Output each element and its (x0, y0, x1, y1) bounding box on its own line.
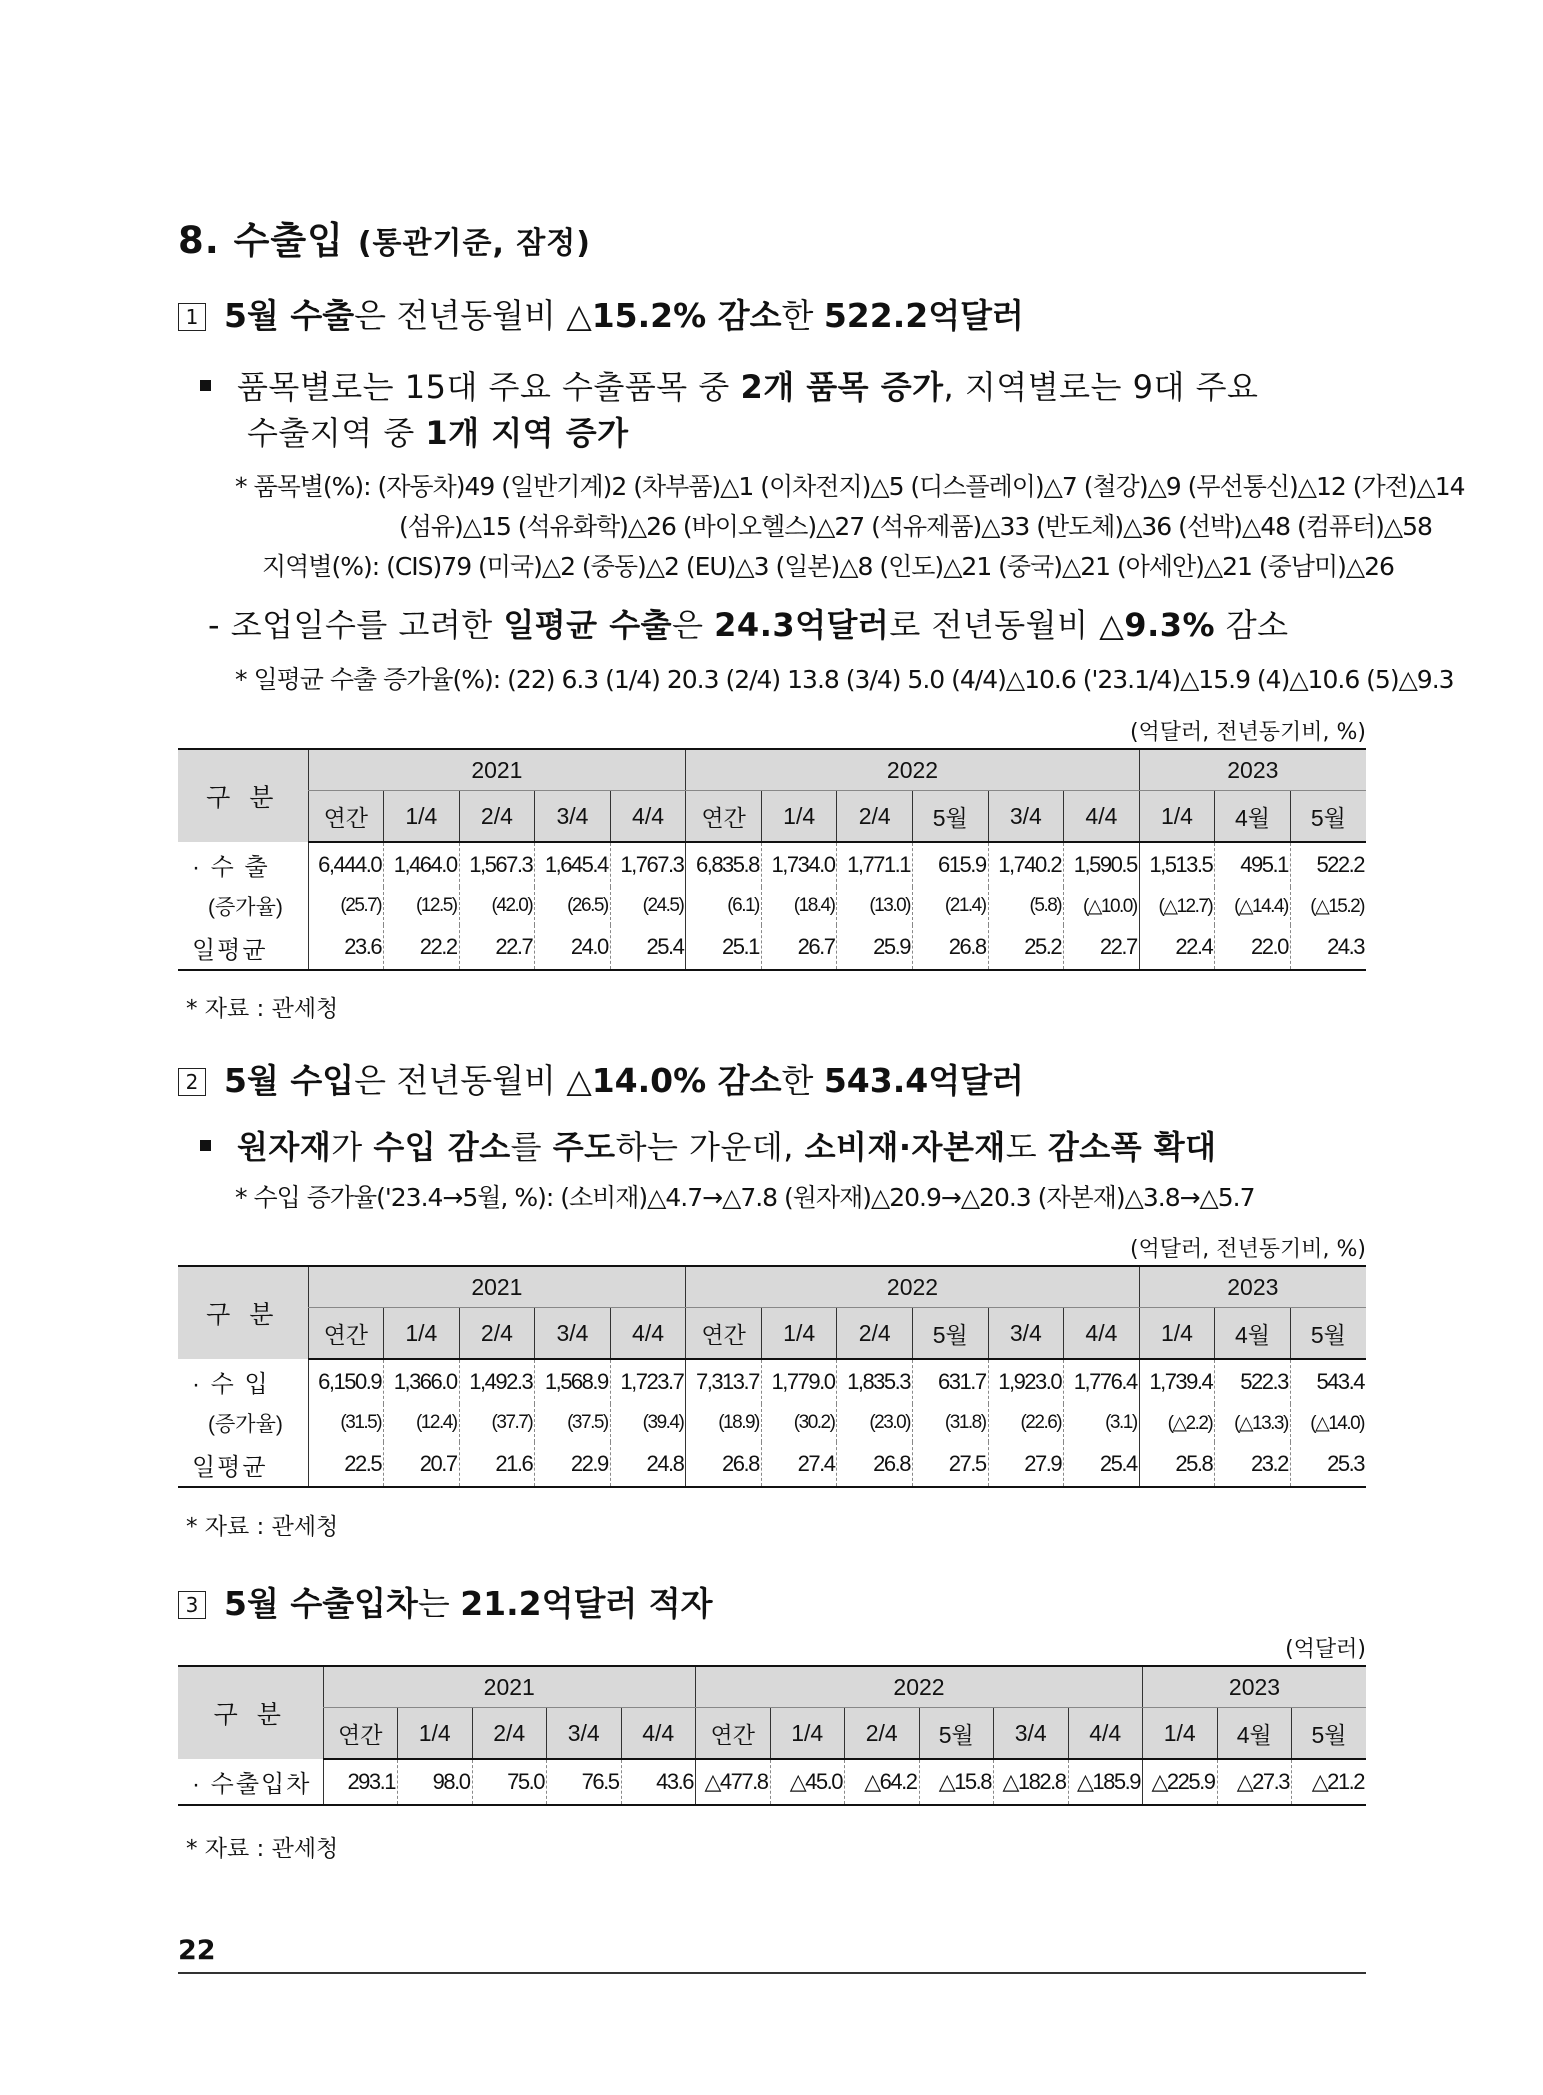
table-cell: 543.4 (1290, 1359, 1366, 1404)
section-number-box: 1 (178, 303, 206, 331)
table-cell: 25.3 (1290, 1442, 1366, 1487)
period-header: 4/4 (610, 791, 686, 843)
table-cell: 22.7 (459, 925, 535, 970)
period-header: 1/4 (398, 1708, 473, 1760)
table-cell: 1,767.3 (610, 842, 686, 887)
table-cell: 22.0 (1215, 925, 1291, 970)
period-header: 1/4 (1139, 791, 1215, 843)
table-cell: (12.4) (384, 1404, 460, 1442)
balance-heading: 3 5월 수출입차는 21.2억달러 적자 (178, 1578, 713, 1625)
table-cell: 27.5 (913, 1442, 989, 1487)
period-header: 4/4 (610, 1308, 686, 1360)
table-cell: (6.1) (686, 887, 762, 925)
row-label: · 수출입차 (178, 1759, 323, 1805)
table-cell: 631.7 (913, 1359, 989, 1404)
table-cell: (△10.0) (1064, 887, 1140, 925)
table-cell: 522.3 (1215, 1359, 1291, 1404)
table-cell: 98.0 (398, 1759, 473, 1805)
import-table (178, 1265, 1366, 1488)
table-cell: 22.2 (384, 925, 460, 970)
period-header: 5월 (913, 1308, 989, 1360)
period-header: 5월 (1290, 1308, 1366, 1360)
period-header: 1/4 (770, 1708, 845, 1760)
table-cell: (21.4) (913, 887, 989, 925)
year-header: 2023 (1139, 749, 1366, 791)
period-header: 연간 (308, 1308, 384, 1360)
period-header: 3/4 (535, 1308, 611, 1360)
table-cell: △182.8 (994, 1759, 1069, 1805)
table-row (178, 1442, 1366, 1487)
table-cell: 1,779.0 (761, 1359, 837, 1404)
year-header: 2022 (696, 1666, 1143, 1708)
table3-source: * 자료 : 관세청 (186, 1836, 339, 1862)
table-cell: 1,513.5 (1139, 842, 1215, 887)
row-label: 일평균 (178, 925, 308, 970)
table-cell: 23.6 (308, 925, 384, 970)
table-cell: 1,568.9 (535, 1359, 611, 1404)
table-cell: 27.4 (761, 1442, 837, 1487)
table-cell: 22.7 (1064, 925, 1140, 970)
table-cell: (18.4) (761, 887, 837, 925)
period-header: 3/4 (535, 791, 611, 843)
row-label: (증가율) (208, 896, 283, 919)
title-sub: (통관기준, 잠정) (357, 226, 591, 261)
row-label: · 수 입 (192, 1371, 270, 1398)
period-header: 연간 (323, 1708, 398, 1760)
square-bullet-icon (200, 380, 211, 391)
table-cell: 21.6 (459, 1442, 535, 1487)
table-cell: (△13.3) (1215, 1404, 1291, 1442)
table3-unit: (억달러) (1285, 1637, 1366, 1662)
export-heading: 1 5월 수출은 전년동월비 △15.2% 감소한 522.2억달러 (178, 290, 1024, 337)
page-number: 22 (178, 1935, 216, 1966)
table2-source: * 자료 : 관세청 (186, 1514, 339, 1540)
table-cell: 6,444.0 (308, 842, 384, 887)
row-label: (증가율) (208, 1413, 283, 1436)
row-label: 일평균 (178, 1442, 308, 1487)
table-cell: (18.9) (686, 1404, 762, 1442)
table-row (178, 887, 1366, 925)
table-cell: △64.2 (845, 1759, 920, 1805)
table-cell: 7,313.7 (686, 1359, 762, 1404)
table-cell: 1,567.3 (459, 842, 535, 887)
table-cell: △185.9 (1068, 1759, 1143, 1805)
table-cell: 25.8 (1139, 1442, 1215, 1487)
table2-unit: (억달러, 전년동기비, %) (1129, 1237, 1366, 1262)
export-bullet-cont: 수출지역 중 1개 지역 증가 (247, 414, 629, 452)
table-cell: 25.4 (1064, 1442, 1140, 1487)
table-cell: (△14.4) (1215, 887, 1291, 925)
import-heading: 2 5월 수입은 전년동월비 △14.0% 감소한 543.4억달러 (178, 1055, 1024, 1102)
period-header: 1/4 (1139, 1308, 1215, 1360)
year-header: 2022 (686, 1266, 1139, 1308)
table-cell: 26.8 (837, 1442, 913, 1487)
footer-rule (178, 1972, 1366, 1974)
period-header: 3/4 (988, 1308, 1064, 1360)
period-header: 2/4 (837, 1308, 913, 1360)
table-cell: 76.5 (547, 1759, 622, 1805)
table-cell: (31.5) (308, 1404, 384, 1442)
table-cell: 26.7 (761, 925, 837, 970)
gubun-header: 구 분 (178, 749, 308, 842)
table-cell: 25.1 (686, 925, 762, 970)
table-cell: (30.2) (761, 1404, 837, 1442)
table-cell: 1,740.2 (988, 842, 1064, 887)
table-cell: 1,590.5 (1064, 842, 1140, 887)
period-header: 5월 (1292, 1708, 1367, 1760)
period-header: 연간 (308, 791, 384, 843)
export-item-note: * 품목별(%): (자동차)49 (일반기계)2 (차부품)△1 (이차전지)△5 (디스플레이)△7 (철강)△9 (무선통신)△12 (가전)△14 (235, 472, 1465, 501)
table-row (178, 925, 1366, 970)
table-cell: △45.0 (770, 1759, 845, 1805)
table-cell: 1,464.0 (384, 842, 460, 887)
table-cell: 1,739.4 (1139, 1359, 1215, 1404)
period-header: 연간 (686, 1308, 762, 1360)
period-header: 4/4 (621, 1708, 696, 1760)
table-cell: 24.0 (535, 925, 611, 970)
table-cell: 1,366.0 (384, 1359, 460, 1404)
table-cell: △27.3 (1217, 1759, 1292, 1805)
table1-unit: (억달러, 전년동기비, %) (1129, 720, 1366, 745)
table-cell: (13.0) (837, 887, 913, 925)
period-header: 1/4 (384, 791, 460, 843)
table-cell: (△2.2) (1139, 1404, 1215, 1442)
table-row (178, 1759, 1366, 1805)
table-row (178, 1404, 1366, 1442)
title-main: 8. 수출입 (178, 219, 344, 262)
table-row (178, 842, 1366, 887)
table-row (178, 1359, 1366, 1404)
period-header: 4월 (1215, 1308, 1291, 1360)
row-label: · 수 출 (192, 854, 270, 881)
table-cell: 1,492.3 (459, 1359, 535, 1404)
table-cell: 615.9 (913, 842, 989, 887)
table-cell: (5.8) (988, 887, 1064, 925)
export-bullet: 품목별로는 15대 주요 수출품목 중 2개 품목 증가, 지역별로는 9대 주요 (200, 362, 1258, 408)
year-header: 2021 (308, 749, 686, 791)
square-bullet-icon (200, 1140, 211, 1151)
export-item-note-cont: (섬유)△15 (석유화학)△26 (바이오헬스)△27 (석유제품)△33 (반도체)△36 (선박)△48 (컴퓨터)△58 (399, 512, 1432, 541)
table-cell: 1,771.1 (837, 842, 913, 887)
period-header: 4월 (1215, 791, 1291, 843)
table-cell: (△12.7) (1139, 887, 1215, 925)
year-header: 2023 (1139, 1266, 1366, 1308)
section-number-box: 3 (178, 1591, 206, 1619)
table-cell: 23.2 (1215, 1442, 1291, 1487)
import-note: * 수입 증가율('23.4→5월, %): (소비재)△4.7→△7.8 (원자재)△20.9→△20.3 (자본재)△3.8→△5.7 (235, 1183, 1255, 1212)
period-header: 연간 (696, 1708, 771, 1760)
table-cell: 26.8 (913, 925, 989, 970)
table-cell: 20.7 (384, 1442, 460, 1487)
period-header: 1/4 (1143, 1708, 1218, 1760)
table-cell: 22.5 (308, 1442, 384, 1487)
table-cell: (24.5) (610, 887, 686, 925)
table-cell: (△15.2) (1290, 887, 1366, 925)
gubun-header: 구 분 (178, 1266, 308, 1359)
table-cell: 27.9 (988, 1442, 1064, 1487)
table1-source: * 자료 : 관세청 (186, 996, 339, 1022)
table-cell: 1,734.0 (761, 842, 837, 887)
table-cell: 25.2 (988, 925, 1064, 970)
year-header: 2021 (323, 1666, 696, 1708)
table-cell: (3.1) (1064, 1404, 1140, 1442)
table-cell: 24.8 (610, 1442, 686, 1487)
table-cell: △21.2 (1292, 1759, 1367, 1805)
table-cell: 25.4 (610, 925, 686, 970)
table-cell: (22.6) (988, 1404, 1064, 1442)
period-header: 5월 (919, 1708, 994, 1760)
section-title (178, 210, 591, 264)
table-cell: 25.9 (837, 925, 913, 970)
table-cell: 22.4 (1139, 925, 1215, 970)
period-header: 2/4 (459, 1308, 535, 1360)
table-cell: △477.8 (696, 1759, 771, 1805)
table-cell: (△14.0) (1290, 1404, 1366, 1442)
table-cell: (37.7) (459, 1404, 535, 1442)
table-cell: (31.8) (913, 1404, 989, 1442)
period-header: 3/4 (994, 1708, 1069, 1760)
period-header: 4월 (1217, 1708, 1292, 1760)
table-cell: 293.1 (323, 1759, 398, 1805)
balance-table (178, 1665, 1366, 1806)
period-header: 1/4 (384, 1308, 460, 1360)
table-cell: 1,645.4 (535, 842, 611, 887)
import-bullet: 원자재가 수입 감소를 주도하는 가운데, 소비재·자본재도 감소폭 확대 (200, 1122, 1217, 1168)
table-cell: 75.0 (472, 1759, 547, 1805)
period-header: 2/4 (837, 791, 913, 843)
daily-export-note: * 일평균 수출 증가율(%): (22) 6.3 (1/4) 20.3 (2/4) 13.8 (3/4) 5.0 (4/4)△10.6 ('23.1/4)△15.9 (4)△10.6 (5)△9.3 (235, 665, 1454, 694)
table-cell: (39.4) (610, 1404, 686, 1442)
table-cell: 1,835.3 (837, 1359, 913, 1404)
period-header: 1/4 (761, 791, 837, 843)
table-cell: (42.0) (459, 887, 535, 925)
period-header: 2/4 (459, 791, 535, 843)
table-cell: 6,835.8 (686, 842, 762, 887)
table-cell: 1,923.0 (988, 1359, 1064, 1404)
daily-export-line: - 조업일수를 고려한 일평균 수출은 24.3억달러로 전년동월비 △9.3% 감소 (208, 606, 1289, 644)
year-header: 2021 (308, 1266, 686, 1308)
table-cell: 26.8 (686, 1442, 762, 1487)
table-cell: 22.9 (535, 1442, 611, 1487)
period-header: 5월 (1290, 791, 1366, 843)
table-cell: 495.1 (1215, 842, 1291, 887)
period-header: 4/4 (1064, 791, 1140, 843)
gubun-header: 구 분 (178, 1666, 323, 1759)
export-region-note: 지역별(%): (CIS)79 (미국)△2 (중동)△2 (EU)△3 (일본)△8 (인도)△21 (중국)△21 (아세안)△21 (중남미)△26 (262, 552, 1394, 581)
period-header: 4/4 (1064, 1308, 1140, 1360)
year-header: 2022 (686, 749, 1139, 791)
table-cell: 1,776.4 (1064, 1359, 1140, 1404)
table-cell: (26.5) (535, 887, 611, 925)
table-cell: 6,150.9 (308, 1359, 384, 1404)
table-cell: 1,723.7 (610, 1359, 686, 1404)
table-cell: (37.5) (535, 1404, 611, 1442)
table-cell: 24.3 (1290, 925, 1366, 970)
export-table (178, 748, 1366, 971)
period-header: 연간 (686, 791, 762, 843)
table-cell: (23.0) (837, 1404, 913, 1442)
year-header: 2023 (1143, 1666, 1367, 1708)
table-cell: 522.2 (1290, 842, 1366, 887)
period-header: 2/4 (472, 1708, 547, 1760)
table-cell: (25.7) (308, 887, 384, 925)
period-header: 1/4 (761, 1308, 837, 1360)
period-header: 3/4 (988, 791, 1064, 843)
table-cell: △15.8 (919, 1759, 994, 1805)
period-header: 3/4 (547, 1708, 622, 1760)
period-header: 2/4 (845, 1708, 920, 1760)
table-cell: (12.5) (384, 887, 460, 925)
table-cell: △225.9 (1143, 1759, 1218, 1805)
table-cell: 43.6 (621, 1759, 696, 1805)
period-header: 4/4 (1068, 1708, 1143, 1760)
section-number-box: 2 (178, 1068, 206, 1096)
period-header: 5월 (913, 791, 989, 843)
